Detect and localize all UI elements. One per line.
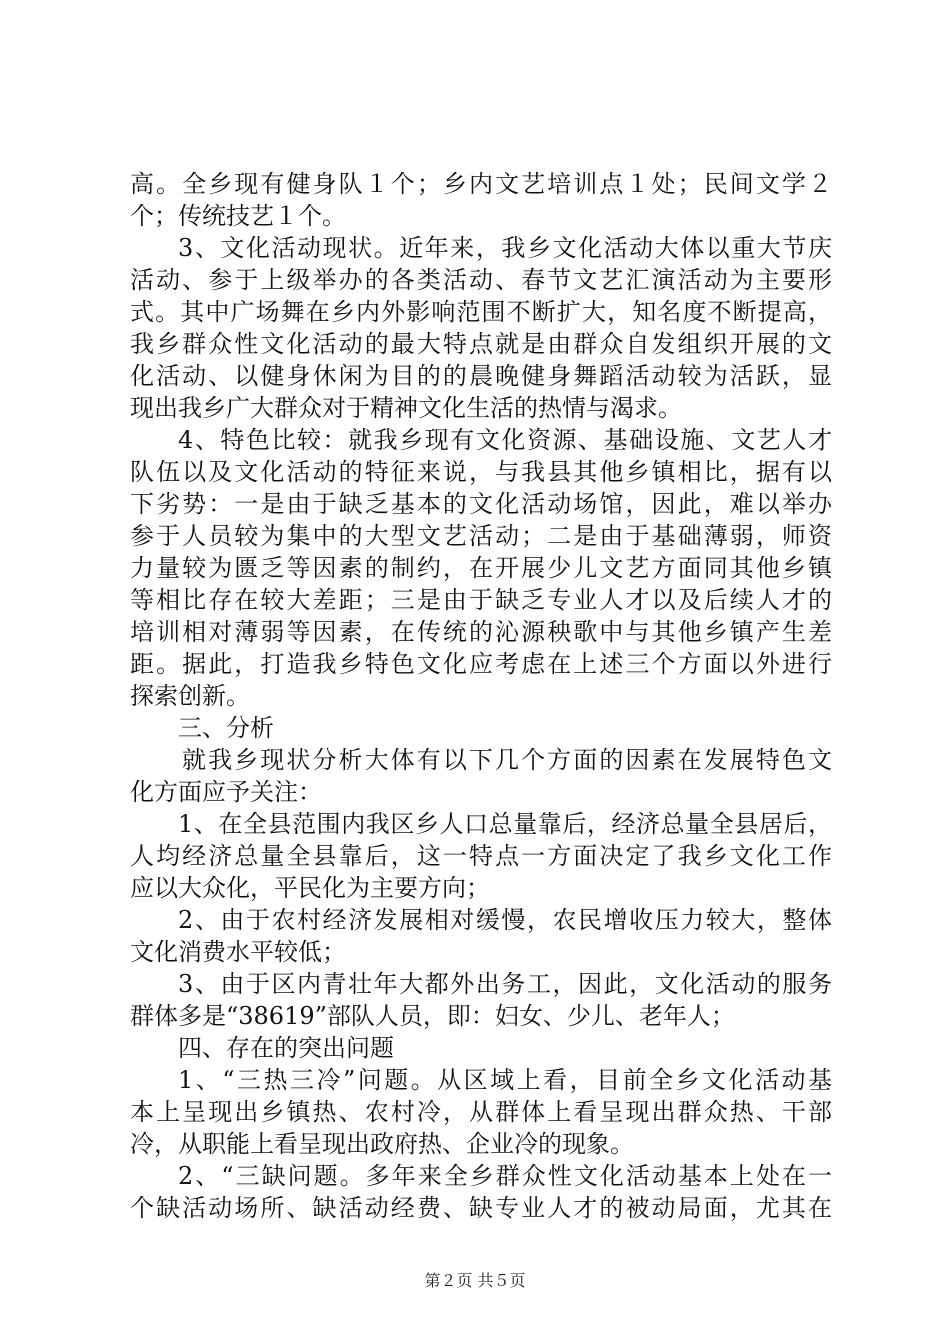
text-line: 人均经济总量全县靠后，这一特点一方面决定了我乡文化工作 — [130, 842, 832, 870]
text-line: 探索创新。 — [130, 682, 250, 710]
text-line: 应以大众化，平民化为主要方向； — [130, 874, 490, 902]
text-line: 式。其中广场舞在乡内外影响范围不断扩大，知名度不断提高， — [130, 298, 832, 326]
text-line: 距。据此，打造我乡特色文化应考虑在上述三个方面以外进行 — [130, 650, 832, 678]
text-line: 我乡群众性文化活动的最大特点就是由群众自发组织开展的文 — [130, 330, 832, 358]
text-line: 文化消费水平较低； — [130, 938, 346, 966]
text-line: 1、“三热三冷”问题。从区域上看，目前全乡文化活动基 — [178, 1066, 832, 1094]
text-line: 个；传统技艺１个。 — [130, 202, 346, 230]
text-line: 3、由于区内青壮年大都外出务工，因此，文化活动的服务 — [178, 970, 832, 998]
text-line: 等相比存在较大差距；三是由于缺乏专业人才以及后续人才的 — [130, 586, 832, 614]
text-line: 现出我乡广大群众对于精神文化生活的热情与渴求。 — [130, 394, 682, 422]
text-line: 队伍以及文化活动的特征来说，与我县其他乡镇相比，据有以 — [130, 458, 832, 486]
text-line: 化方面应予关注： — [130, 778, 322, 806]
text-line: 高。全乡现有健身队１个；乡内文艺培训点１处；民间文学２ — [130, 170, 832, 198]
text-line: 本上呈现出乡镇热、农村冷，从群体上看呈现出群众热、干部 — [130, 1098, 832, 1126]
text-line: 1、在全县范围内我区乡人口总量靠后，经济总量全县居后， — [178, 810, 832, 838]
text-line: 下劣势：一是由于缺乏基本的文化活动场馆，因此，难以举办 — [130, 490, 832, 518]
text-line: 群体多是“38619”部队人员，即：妇女、少儿、老年人； — [130, 1002, 735, 1030]
page-number-footer: 第２页 共５页 — [424, 1271, 526, 1290]
text-line: 培训相对薄弱等因素，在传统的沁源秧歌中与其他乡镇产生差 — [130, 618, 832, 646]
text-line: 活动、参于上级举办的各类活动、春节文艺汇演活动为主要形 — [130, 266, 832, 294]
document-body — [130, 168, 832, 1224]
text-line: 化活动、以健身休闲为目的的晨晚健身舞蹈活动较为活跃，显 — [130, 362, 832, 390]
section-heading: 四、存在的突出问题 — [178, 1034, 394, 1062]
text-line: 参于人员较为集中的大型文艺活动；二是由于基础薄弱，师资 — [130, 522, 832, 550]
text-line: 就我乡现状分析大体有以下几个方面的因素在发展特色文 — [182, 746, 832, 774]
text-line: 2、“三缺问题。多年来全乡群众性文化活动基本上处在一 — [178, 1162, 832, 1190]
section-heading: 三、分析 — [178, 714, 274, 742]
text-line: 力量较为匮乏等因素的制约，在开展少儿文艺方面同其他乡镇 — [130, 554, 832, 582]
text-line: 4、特色比较：就我乡现有文化资源、基础设施、文艺人才 — [178, 426, 832, 454]
text-line: 3、文化活动现状。近年来，我乡文化活动大体以重大节庆 — [178, 234, 832, 262]
text-line: 冷，从职能上看呈现出政府热、企业冷的现象。 — [130, 1130, 634, 1158]
text-line: 个缺活动场所、缺活动经费、缺专业人才的被动局面，尤其在 — [130, 1194, 832, 1222]
text-line: 2、由于农村经济发展相对缓慢，农民增收压力较大，整体 — [178, 906, 832, 934]
